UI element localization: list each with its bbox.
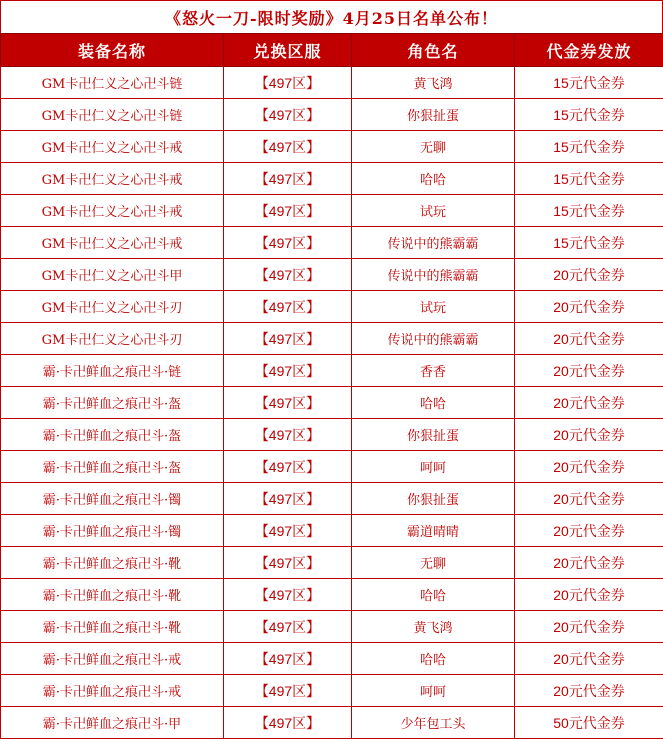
voucher-cell: 20元代金券: [515, 419, 663, 451]
equipment-name-cell: GM卡卍仁义之心卍斗戒: [1, 195, 224, 227]
table-row: [1, 547, 663, 579]
table-row: [1, 675, 663, 707]
server-cell: 【497区】: [224, 451, 352, 483]
server-cell: 【497区】: [224, 227, 352, 259]
role-name-cell: 黄飞鸿: [352, 611, 515, 643]
server-cell: 【497区】: [224, 419, 352, 451]
table-row: [1, 67, 663, 99]
server-cell: 【497区】: [224, 131, 352, 163]
voucher-cell: 20元代金券: [515, 579, 663, 611]
voucher-cell: 15元代金券: [515, 99, 663, 131]
table-row: [1, 163, 663, 195]
server-cell: 【497区】: [224, 195, 352, 227]
server-cell: 【497区】: [224, 611, 352, 643]
role-name-cell: 传说中的熊霸霸: [352, 323, 515, 355]
table-row: [1, 419, 663, 451]
role-name-cell: 你狠扯蛋: [352, 99, 515, 131]
server-cell: 【497区】: [224, 675, 352, 707]
role-name-cell: 传说中的熊霸霸: [352, 259, 515, 291]
table-row: [1, 99, 663, 131]
voucher-cell: 20元代金券: [515, 515, 663, 547]
role-name-cell: 试玩: [352, 195, 515, 227]
equipment-name-cell: 霸·卡卍鲜血之痕卍斗·镯: [1, 515, 224, 547]
equipment-name-cell: 霸·卡卍鲜血之痕卍斗·盔: [1, 419, 224, 451]
server-cell: 【497区】: [224, 259, 352, 291]
equipment-name-cell: GM卡卍仁义之心卍斗戒: [1, 131, 224, 163]
voucher-cell: 20元代金券: [515, 675, 663, 707]
equipment-name-cell: GM卡卍仁义之心卍斗戒: [1, 163, 224, 195]
role-name-cell: 哈哈: [352, 579, 515, 611]
role-name-cell: 你狠扯蛋: [352, 419, 515, 451]
equipment-name-cell: 霸·卡卍鲜血之痕卍斗·靴: [1, 547, 224, 579]
role-name-cell: 哈哈: [352, 643, 515, 675]
server-cell: 【497区】: [224, 163, 352, 195]
table-row: [1, 451, 663, 483]
voucher-cell: 20元代金券: [515, 547, 663, 579]
page-title: 《怒火一刀-限时奖励》4月25日名单公布！: [0, 0, 663, 33]
voucher-cell: 15元代金券: [515, 131, 663, 163]
role-name-cell: 香香: [352, 355, 515, 387]
table-row: [1, 611, 663, 643]
role-name-cell: 霸道晴晴: [352, 515, 515, 547]
voucher-cell: 20元代金券: [515, 483, 663, 515]
voucher-cell: 20元代金券: [515, 643, 663, 675]
voucher-cell: 15元代金券: [515, 227, 663, 259]
table-row: [1, 515, 663, 547]
server-cell: 【497区】: [224, 547, 352, 579]
voucher-cell: 15元代金券: [515, 195, 663, 227]
server-cell: 【497区】: [224, 579, 352, 611]
role-name-cell: 黄飞鸿: [352, 67, 515, 99]
server-cell: 【497区】: [224, 387, 352, 419]
table-row: [1, 355, 663, 387]
equipment-name-cell: 霸·卡卍鲜血之痕卍斗·甲: [1, 707, 224, 739]
equipment-name-cell: GM卡卍仁义之心卍斗戒: [1, 227, 224, 259]
equipment-name-cell: 霸·卡卍鲜血之痕卍斗·靴: [1, 611, 224, 643]
voucher-cell: 15元代金券: [515, 163, 663, 195]
table-row: [1, 291, 663, 323]
equipment-name-cell: GM卡卍仁义之心卍斗链: [1, 67, 224, 99]
equipment-name-cell: 霸·卡卍鲜血之痕卍斗·盔: [1, 451, 224, 483]
table-row: [1, 579, 663, 611]
server-cell: 【497区】: [224, 643, 352, 675]
voucher-cell: 15元代金券: [515, 67, 663, 99]
reward-table: [0, 33, 663, 739]
role-name-cell: 无聊: [352, 547, 515, 579]
role-name-cell: 传说中的熊霸霸: [352, 227, 515, 259]
voucher-cell: 20元代金券: [515, 355, 663, 387]
table-row: [1, 195, 663, 227]
header-equipment-name: 装备名称: [1, 34, 224, 67]
table-body: [1, 67, 663, 739]
server-cell: 【497区】: [224, 355, 352, 387]
server-cell: 【497区】: [224, 67, 352, 99]
header-server: 兑换区服: [224, 34, 352, 67]
voucher-cell: 50元代金券: [515, 707, 663, 739]
table-row: [1, 483, 663, 515]
role-name-cell: 呵呵: [352, 675, 515, 707]
equipment-name-cell: 霸·卡卍鲜血之痕卍斗·戒: [1, 675, 224, 707]
equipment-name-cell: 霸·卡卍鲜血之痕卍斗·盔: [1, 387, 224, 419]
table-row: [1, 259, 663, 291]
role-name-cell: 试玩: [352, 291, 515, 323]
table-row: [1, 387, 663, 419]
equipment-name-cell: 霸·卡卍鲜血之痕卍斗·靴: [1, 579, 224, 611]
role-name-cell: 无聊: [352, 131, 515, 163]
equipment-name-cell: GM卡卍仁义之心卍斗甲: [1, 259, 224, 291]
server-cell: 【497区】: [224, 483, 352, 515]
voucher-cell: 20元代金券: [515, 259, 663, 291]
table-row: [1, 227, 663, 259]
table-row: [1, 131, 663, 163]
table-row: [1, 323, 663, 355]
role-name-cell: 哈哈: [352, 387, 515, 419]
table-header-row: [1, 34, 663, 67]
header-role-name: 角色名: [352, 34, 515, 67]
server-cell: 【497区】: [224, 291, 352, 323]
voucher-cell: 20元代金券: [515, 291, 663, 323]
server-cell: 【497区】: [224, 323, 352, 355]
role-name-cell: 少年包工头: [352, 707, 515, 739]
equipment-name-cell: GM卡卍仁义之心卍斗刃: [1, 323, 224, 355]
voucher-cell: 20元代金券: [515, 611, 663, 643]
equipment-name-cell: 霸·卡卍鲜血之痕卍斗·镯: [1, 483, 224, 515]
role-name-cell: 呵呵: [352, 451, 515, 483]
server-cell: 【497区】: [224, 515, 352, 547]
header-voucher: 代金券发放: [515, 34, 663, 67]
voucher-cell: 20元代金券: [515, 387, 663, 419]
equipment-name-cell: GM卡卍仁义之心卍斗链: [1, 99, 224, 131]
role-name-cell: 你狠扯蛋: [352, 483, 515, 515]
equipment-name-cell: GM卡卍仁义之心卍斗刃: [1, 291, 224, 323]
table-row: [1, 643, 663, 675]
server-cell: 【497区】: [224, 707, 352, 739]
voucher-cell: 20元代金券: [515, 323, 663, 355]
role-name-cell: 哈哈: [352, 163, 515, 195]
voucher-cell: 20元代金券: [515, 451, 663, 483]
equipment-name-cell: 霸·卡卍鲜血之痕卍斗·链: [1, 355, 224, 387]
server-cell: 【497区】: [224, 99, 352, 131]
table-row: [1, 707, 663, 739]
equipment-name-cell: 霸·卡卍鲜血之痕卍斗·戒: [1, 643, 224, 675]
